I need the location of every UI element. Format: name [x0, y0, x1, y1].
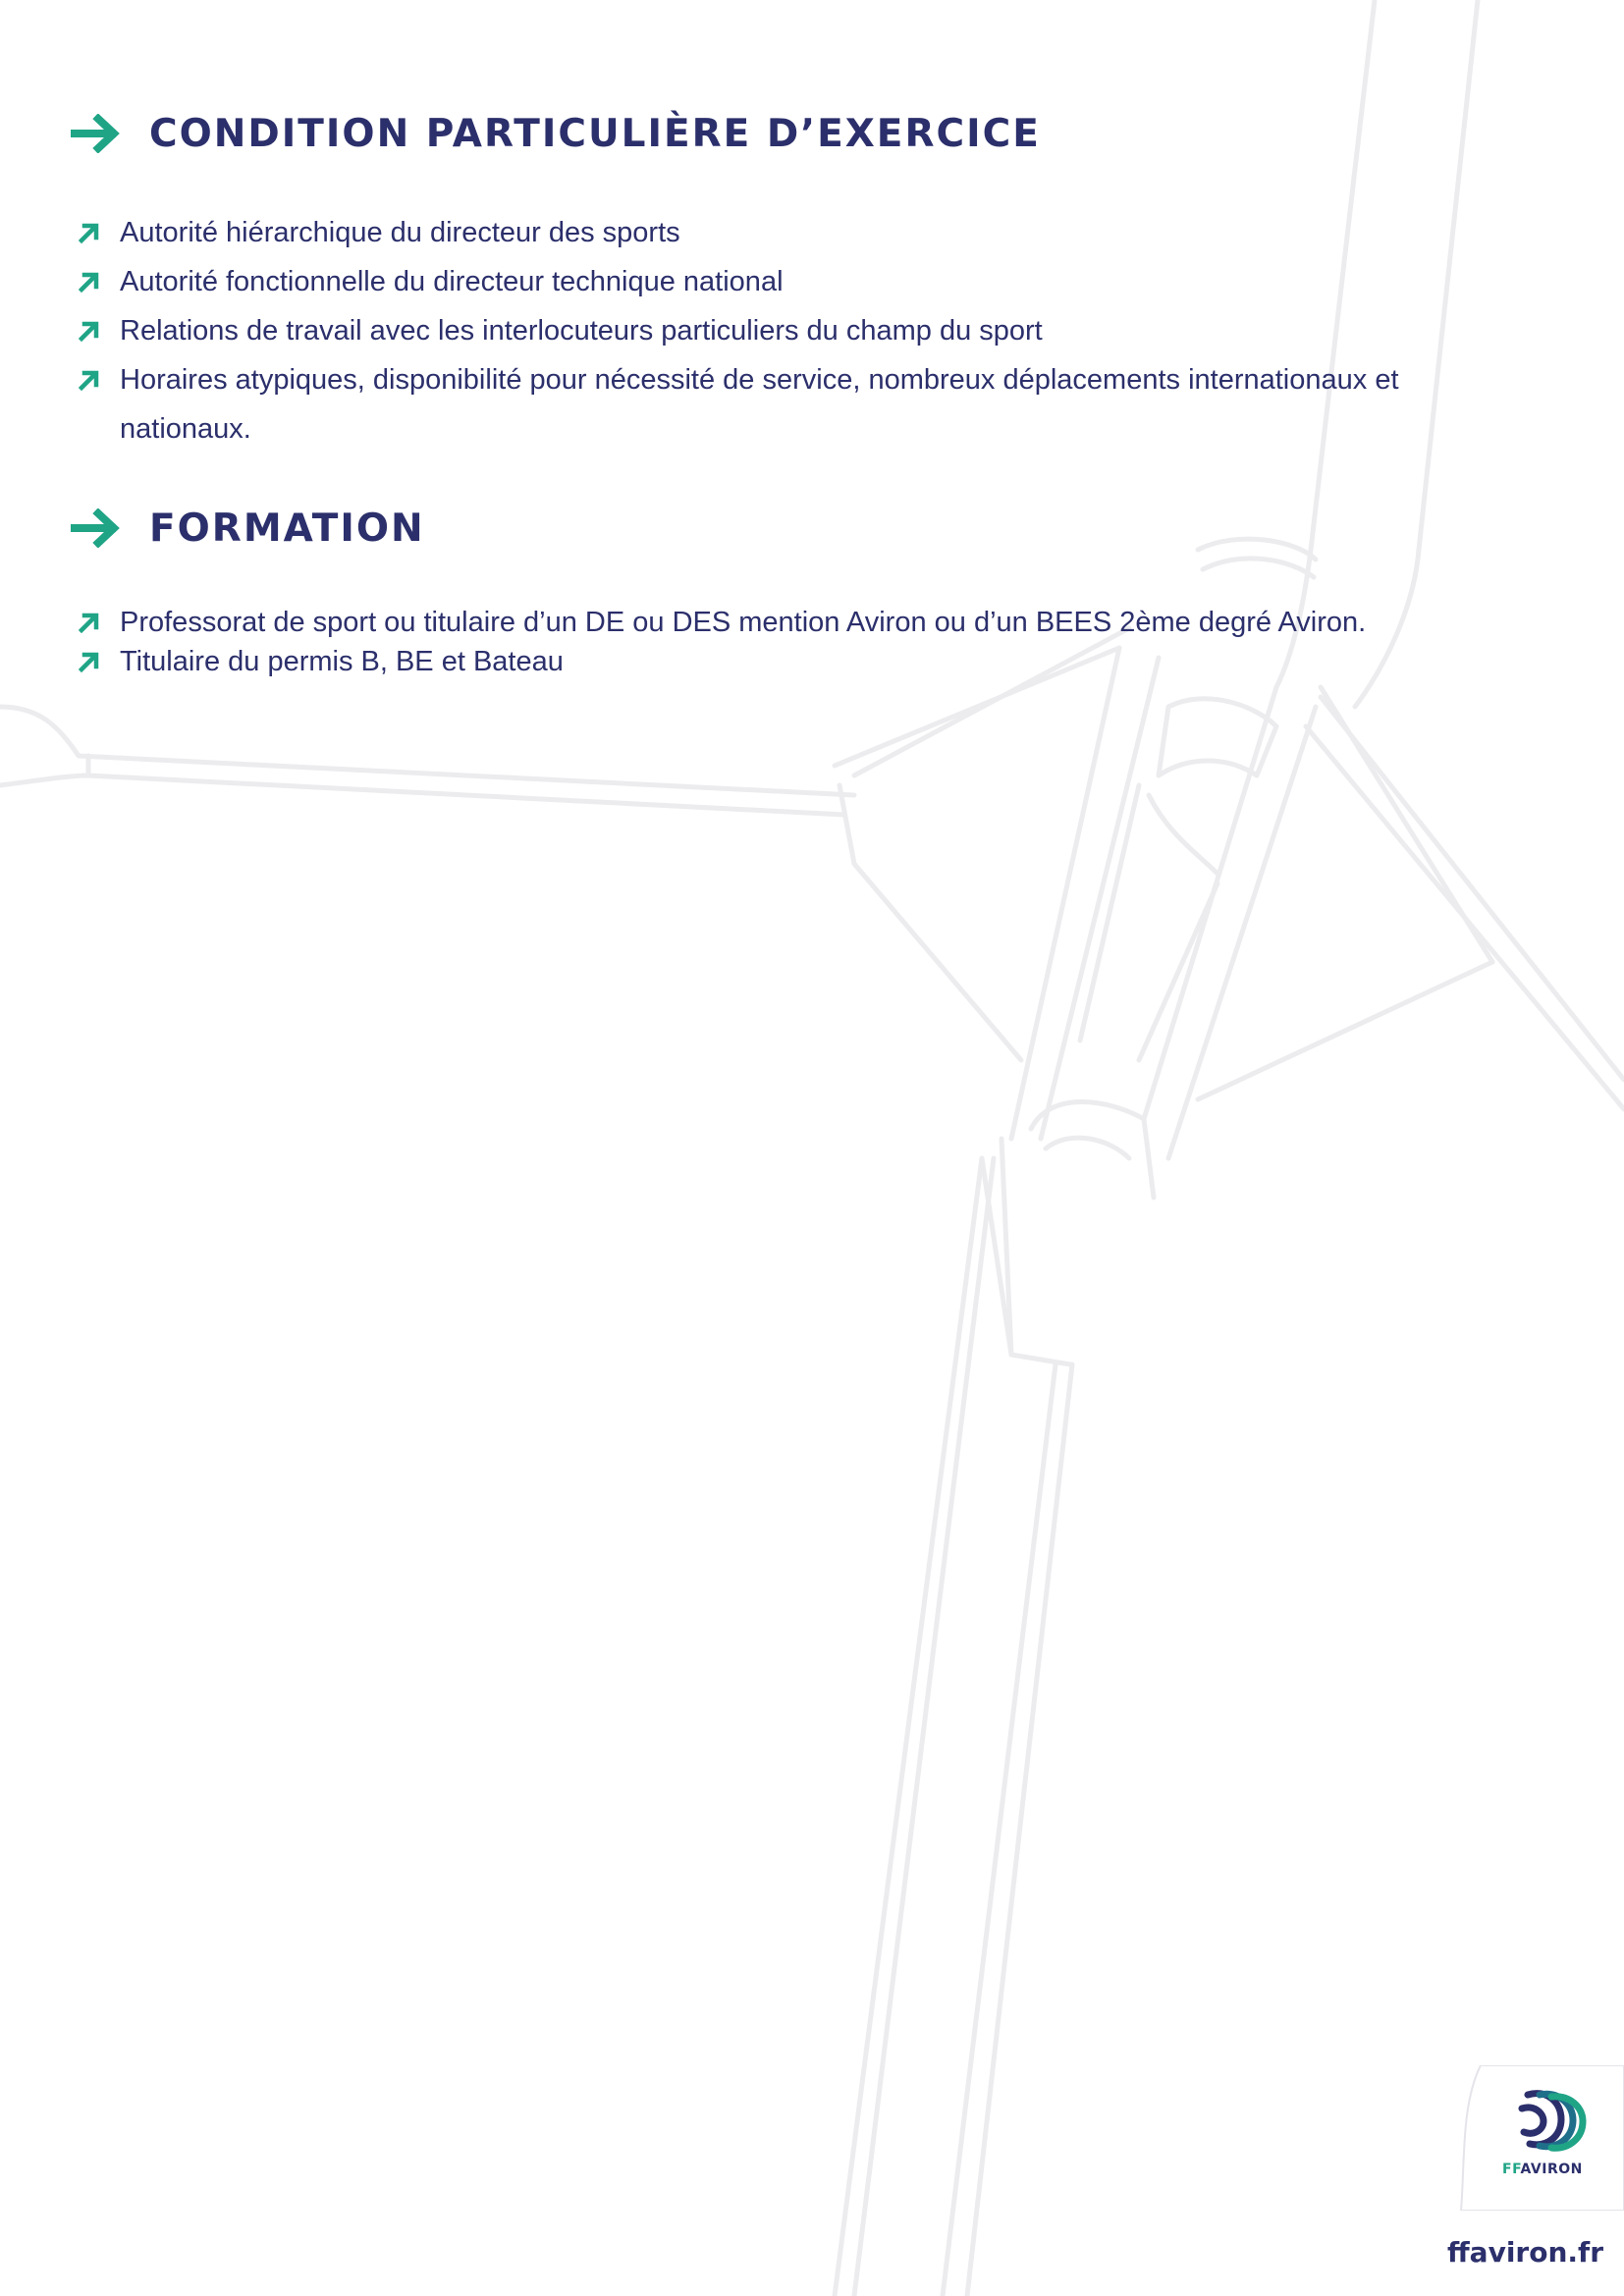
section-heading: [71, 106, 1465, 161]
list-item-text: Titulaire du permis B, BE et Bateau: [120, 646, 564, 677]
diagonal-arrow-icon: [79, 369, 100, 391]
ffaviron-logo: [1451, 2065, 1624, 2211]
list-item: [71, 355, 1465, 454]
list-item: [71, 208, 1465, 257]
logo-wordmark: [1502, 2162, 1583, 2177]
logo-suffix: AVIRON: [1520, 2162, 1583, 2177]
list-item-text: Professorat de sport ou titulaire d’un DE ou DES mention Aviron ou d’un BEES 2ème degré Aviron.: [120, 607, 1367, 638]
arrow-right-icon: [71, 508, 122, 548]
section-heading: [71, 501, 1543, 556]
diagonal-arrow-icon: [79, 651, 100, 672]
bullet-list: [71, 208, 1465, 454]
website-url[interactable]: ffaviron.fr: [1447, 2236, 1604, 2269]
bullet-list: [71, 603, 1543, 681]
diagonal-arrow-icon: [79, 271, 100, 293]
diagonal-arrow-icon: [79, 612, 100, 633]
list-item-text: Relations de travail avec les interlocuteurs particuliers du champ du sport: [120, 315, 1043, 347]
diagonal-arrow-icon: [79, 320, 100, 342]
section-formation: [71, 501, 1543, 681]
list-item-text: Horaires atypiques, disponibilité pour nécessité de service, nombreux déplacements internationaux et nationaux.: [120, 364, 1399, 445]
list-item-text: Autorité hiérarchique du directeur des sports: [120, 217, 680, 248]
arrow-right-icon: [71, 114, 122, 153]
section-title: CONDITION PARTICULIÈRE D’EXERCICE: [149, 111, 1041, 156]
list-item: [71, 603, 1543, 642]
section-condition: [71, 106, 1465, 454]
list-item: [71, 306, 1465, 355]
diagonal-arrow-icon: [79, 222, 100, 243]
list-item: [71, 257, 1465, 306]
section-title: FORMATION: [149, 506, 425, 551]
list-item: [71, 642, 1543, 681]
logo-prefix: FF: [1502, 2162, 1521, 2177]
list-item-text: Autorité fonctionnelle du directeur technique national: [120, 266, 784, 297]
